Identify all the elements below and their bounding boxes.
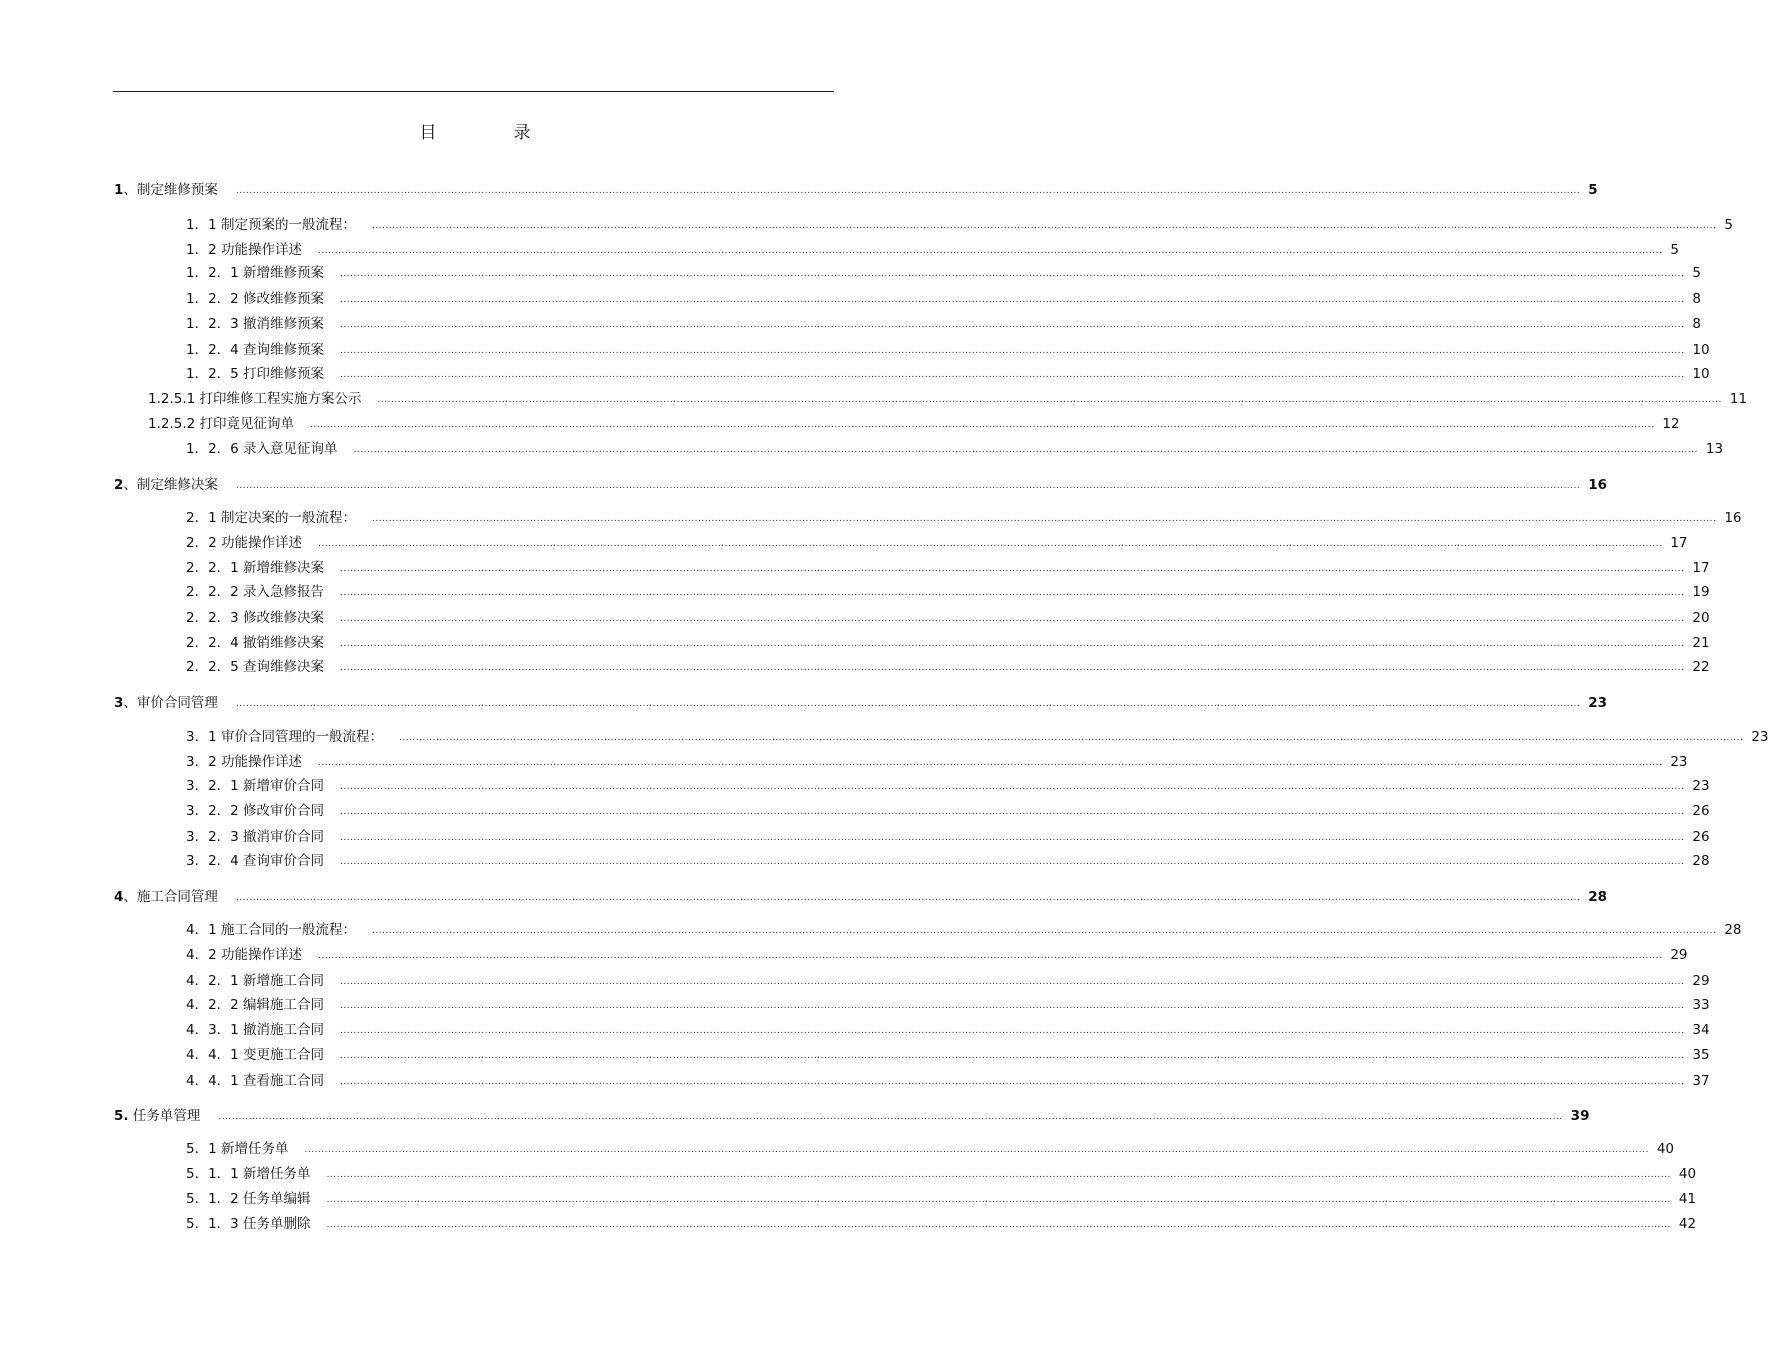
toc-section-entry[interactable] [186,533,1688,553]
toc-page-number: 23 [1588,695,1608,711]
toc-section-entry[interactable] [186,945,1688,965]
toc-entry-label: 2．2．3 修改维修决案 [186,610,325,626]
toc-page-number: 17 [1692,560,1710,576]
dot-leader: ................................................................................................................................................................................................................................................................................................................................................................................................................ [235,186,1581,196]
toc-entry-label: 4．2．2 编辑施工合同 [186,997,325,1013]
toc-section-entry[interactable] [186,851,1710,871]
toc-entry-label: 4．3．1 撤消施工合同 [186,1022,325,1038]
toc-section-entry[interactable] [186,971,1710,991]
toc-entry-label: 2．2．4 撤销维修决案 [186,635,325,651]
toc-entry-label: 、审价合同管理 [123,695,218,711]
toc-chapter-entry[interactable] [114,1106,1590,1126]
toc-entry-label: 2．2 功能操作详述 [186,535,302,551]
toc-page-number: 16 [1724,510,1742,526]
dot-leader: ................................................................................................................................................................................................................................................................................................................................................................................................................ [340,370,1685,380]
dot-leader: ................................................................................................................................................................................................................................................................................................................................................................................................................ [371,514,1717,524]
toc-page-number: 10 [1692,342,1710,358]
toc-section-entry[interactable] [186,727,1769,747]
dot-leader: ................................................................................................................................................................................................................................................................................................................................................................................................................ [340,346,1685,356]
toc-entry-label: 1．2．2 修改维修预案 [186,291,325,307]
toc-entry-label: 1．2 功能操作详述 [186,242,302,258]
toc-entry-label: 3．1 审价合同管理的一般流程： [186,729,383,745]
toc-entry-label: 1．1 制定预案的一般流程： [186,217,356,233]
toc-page-number: 10 [1692,366,1710,382]
toc-page-number: 26 [1692,803,1710,819]
dot-leader: ................................................................................................................................................................................................................................................................................................................................................................................................................ [218,1112,1563,1122]
toc-page-number: 5 [1588,182,1598,198]
toc-page-number: 34 [1692,1022,1710,1038]
dot-leader: ................................................................................................................................................................................................................................................................................................................................................................................................................ [340,1051,1685,1061]
toc-section-entry[interactable] [186,215,1733,235]
dot-leader: ................................................................................................................................................................................................................................................................................................................................................................................................................ [340,1001,1685,1011]
dot-leader: ................................................................................................................................................................................................................................................................................................................................................................................................................ [340,614,1685,624]
toc-section-entry[interactable] [148,389,1748,409]
dot-leader: ................................................................................................................................................................................................................................................................................................................................................................................................................ [340,807,1685,817]
toc-page-number: 28 [1692,853,1710,869]
toc-page-number: 12 [1662,416,1680,432]
toc-entry-label: 2．1 制定决案的一般流程： [186,510,356,526]
toc-section-entry[interactable] [186,1189,1697,1209]
dot-leader: ................................................................................................................................................................................................................................................................................................................................................................................................................ [317,758,1663,768]
toc-page-number: 21 [1692,635,1710,651]
toc-entry-label: 5．1．2 任务单编辑 [186,1191,311,1207]
toc-entry-label: 5．1 新增任务单 [186,1141,289,1157]
toc-page-number: 40 [1678,1166,1697,1182]
toc-entry-label: 5．1．3 任务单删除 [186,1216,311,1232]
toc-section-entry[interactable] [186,633,1710,653]
dot-leader: ................................................................................................................................................................................................................................................................................................................................................................................................................ [371,926,1717,936]
toc-page-number: 26 [1692,829,1710,845]
toc-entry-label: 1．2．5 打印维修预案 [186,366,325,382]
dot-leader: ................................................................................................................................................................................................................................................................................................................................................................................................................ [340,663,1685,673]
toc-entry-label: 1．2．6 录入意见征询单 [186,441,338,457]
toc-section-entry[interactable] [186,558,1710,578]
toc-page-number: 29 [1670,947,1688,963]
toc-page-number: 19 [1692,584,1710,600]
dot-leader: ................................................................................................................................................................................................................................................................................................................................................................................................................ [340,833,1685,843]
toc-entry-number: 3 [114,695,124,711]
toc-entry-label: 2．2．5 查询维修决案 [186,659,325,675]
dot-leader: ................................................................................................................................................................................................................................................................................................................................................................................................................ [304,1145,1649,1155]
toc-entry-number: 2 [114,477,124,493]
toc-section-entry[interactable] [186,995,1710,1015]
toc-page-number: 39 [1570,1108,1590,1124]
toc-page-number: 16 [1588,477,1608,493]
toc-chapter-entry[interactable] [114,180,1598,200]
dot-leader: ................................................................................................................................................................................................................................................................................................................................................................................................................ [340,564,1685,574]
dot-leader: ................................................................................................................................................................................................................................................................................................................................................................................................................ [326,1220,1671,1230]
toc-entry-label: 3．2．4 查询审价合同 [186,853,325,869]
toc-entry-label: 4．4．1 变更施工合同 [186,1047,325,1063]
toc-section-entry[interactable] [186,289,1701,309]
toc-entry-label: 4．2．1 新增施工合同 [186,973,325,989]
dot-leader: ................................................................................................................................................................................................................................................................................................................................................................................................................ [326,1170,1671,1180]
toc-page-number: 37 [1692,1073,1710,1089]
toc-section-entry[interactable] [186,1164,1697,1184]
toc-page-number: 23 [1692,778,1710,794]
toc-page-number: 17 [1670,535,1688,551]
toc-section-entry[interactable] [186,263,1701,283]
dot-leader: ................................................................................................................................................................................................................................................................................................................................................................................................................ [317,539,1663,549]
toc-entry-number: 5. [114,1108,129,1124]
toc-page-number: 29 [1692,973,1710,989]
toc-section-entry[interactable] [186,1020,1710,1040]
toc-page-number: 35 [1692,1047,1710,1063]
toc-page-number: 5 [1670,242,1679,258]
toc-section-entry[interactable] [186,1045,1710,1065]
dot-leader: ................................................................................................................................................................................................................................................................................................................................................................................................................ [340,1026,1685,1036]
toc-page-number: 5 [1724,217,1733,233]
dot-leader: ................................................................................................................................................................................................................................................................................................................................................................................................................ [235,893,1581,903]
dot-leader: ................................................................................................................................................................................................................................................................................................................................................................................................................ [326,1195,1671,1205]
toc-section-entry[interactable] [186,920,1742,940]
dot-leader: ................................................................................................................................................................................................................................................................................................................................................................................................................ [235,699,1581,709]
toc-entry-label: 2．2．2 录入急修报告 [186,584,325,600]
toc-page-number: 33 [1692,997,1710,1013]
toc-entry-label: 2．2．1 新增维修决案 [186,560,325,576]
toc-page-number: 8 [1692,316,1701,332]
dot-leader: ................................................................................................................................................................................................................................................................................................................................................................................................................ [398,733,1744,743]
toc-page-number: 23 [1670,754,1688,770]
toc-entry-label: 1．2．1 新增维修预案 [186,265,325,281]
dot-leader: ................................................................................................................................................................................................................................................................................................................................................................................................................ [371,221,1717,231]
toc-section-entry[interactable] [186,657,1710,677]
dot-leader: ................................................................................................................................................................................................................................................................................................................................................................................................................ [340,977,1685,987]
dot-leader: ................................................................................................................................................................................................................................................................................................................................................................................................................ [310,420,1655,430]
dot-leader: ................................................................................................................................................................................................................................................................................................................................................................................................................ [340,857,1685,867]
dot-leader: ................................................................................................................................................................................................................................................................................................................................................................................................................ [235,481,1581,491]
toc-entry-label: 任务单管理 [128,1108,201,1124]
toc-chapter-entry[interactable] [114,475,1608,495]
toc-section-entry[interactable] [186,801,1710,821]
toc-page-number: 23 [1751,729,1769,745]
toc-entry-label: 3．2．2 修改审价合同 [186,803,325,819]
toc-page-number: 41 [1678,1191,1697,1207]
toc-entry-label: 、制定维修预案 [123,182,218,198]
toc-entry-label: 1．2．4 查询维修预案 [186,342,325,358]
toc-page-number: 8 [1692,291,1701,307]
toc-section-entry[interactable] [186,364,1710,384]
toc-entry-label: 4．4．1 查看施工合同 [186,1073,325,1089]
toc-section-entry[interactable] [186,776,1710,796]
dot-leader: ................................................................................................................................................................................................................................................................................................................................................................................................................ [340,588,1685,598]
dot-leader: ................................................................................................................................................................................................................................................................................................................................................................................................................ [317,246,1663,256]
toc-page-number: 13 [1705,441,1724,457]
toc-page-number: 11 [1729,391,1748,407]
toc-entry-label: 3．2 功能操作详述 [186,754,302,770]
toc-entry-label: 5．1．1 新增任务单 [186,1166,311,1182]
toc-section-entry[interactable] [186,1214,1697,1234]
toc-title: 目 录 [419,123,561,143]
header-rule [113,91,834,92]
toc-entry-number: 4 [114,889,124,905]
toc-page-number: 22 [1692,659,1710,675]
toc-entry-label: 3．2．3 撤消审价合同 [186,829,325,845]
dot-leader: ................................................................................................................................................................................................................................................................................................................................................................................................................ [317,951,1663,961]
toc-entry-number: 1 [114,182,124,198]
toc-section-entry[interactable] [186,1071,1710,1091]
toc-section-entry[interactable] [186,508,1742,528]
toc-page-number: 20 [1692,610,1710,626]
toc-section-entry[interactable] [148,414,1680,434]
toc-entry-label: 1.2.5.2 打印竟见征询单 [148,416,295,432]
toc-section-entry[interactable] [186,439,1724,459]
dot-leader: ................................................................................................................................................................................................................................................................................................................................................................................................................ [340,782,1685,792]
toc-section-entry[interactable] [186,608,1710,628]
toc-page-number: 28 [1588,889,1608,905]
toc-page-number: 5 [1692,265,1701,281]
dot-leader: ................................................................................................................................................................................................................................................................................................................................................................................................................ [340,639,1685,649]
toc-chapter-entry[interactable] [114,693,1608,713]
toc-section-entry[interactable] [186,240,1679,260]
toc-page-number: 28 [1724,922,1742,938]
toc-section-entry[interactable] [186,1139,1675,1159]
dot-leader: ................................................................................................................................................................................................................................................................................................................................................................................................................ [340,320,1685,330]
toc-chapter-entry[interactable] [114,887,1608,907]
dot-leader: ................................................................................................................................................................................................................................................................................................................................................................................................................ [340,295,1685,305]
toc-entry-label: 、制定维修决案 [123,477,218,493]
toc-section-entry[interactable] [186,314,1701,334]
toc-section-entry[interactable] [186,582,1710,602]
toc-entry-label: 1．2．3 撤消维修预案 [186,316,325,332]
toc-entry-label: 4．1 施工合同的一般流程： [186,922,356,938]
toc-entry-label: 1.2.5.1 打印维修工程实施方案公示 [148,391,362,407]
toc-section-entry[interactable] [186,340,1710,360]
toc-entry-label: 、施工合同管理 [123,889,218,905]
toc-section-entry[interactable] [186,827,1710,847]
toc-entry-label: 4．2 功能操作详述 [186,947,302,963]
toc-page-number: 40 [1656,1141,1675,1157]
toc-section-entry[interactable] [186,752,1688,772]
dot-leader: ................................................................................................................................................................................................................................................................................................................................................................................................................ [340,1077,1685,1087]
dot-leader: ................................................................................................................................................................................................................................................................................................................................................................................................................ [353,445,1698,455]
dot-leader: ................................................................................................................................................................................................................................................................................................................................................................................................................ [377,395,1722,405]
toc-page-number: 42 [1678,1216,1697,1232]
toc-entry-label: 3．2．1 新增审价合同 [186,778,325,794]
dot-leader: ................................................................................................................................................................................................................................................................................................................................................................................................................ [340,269,1685,279]
